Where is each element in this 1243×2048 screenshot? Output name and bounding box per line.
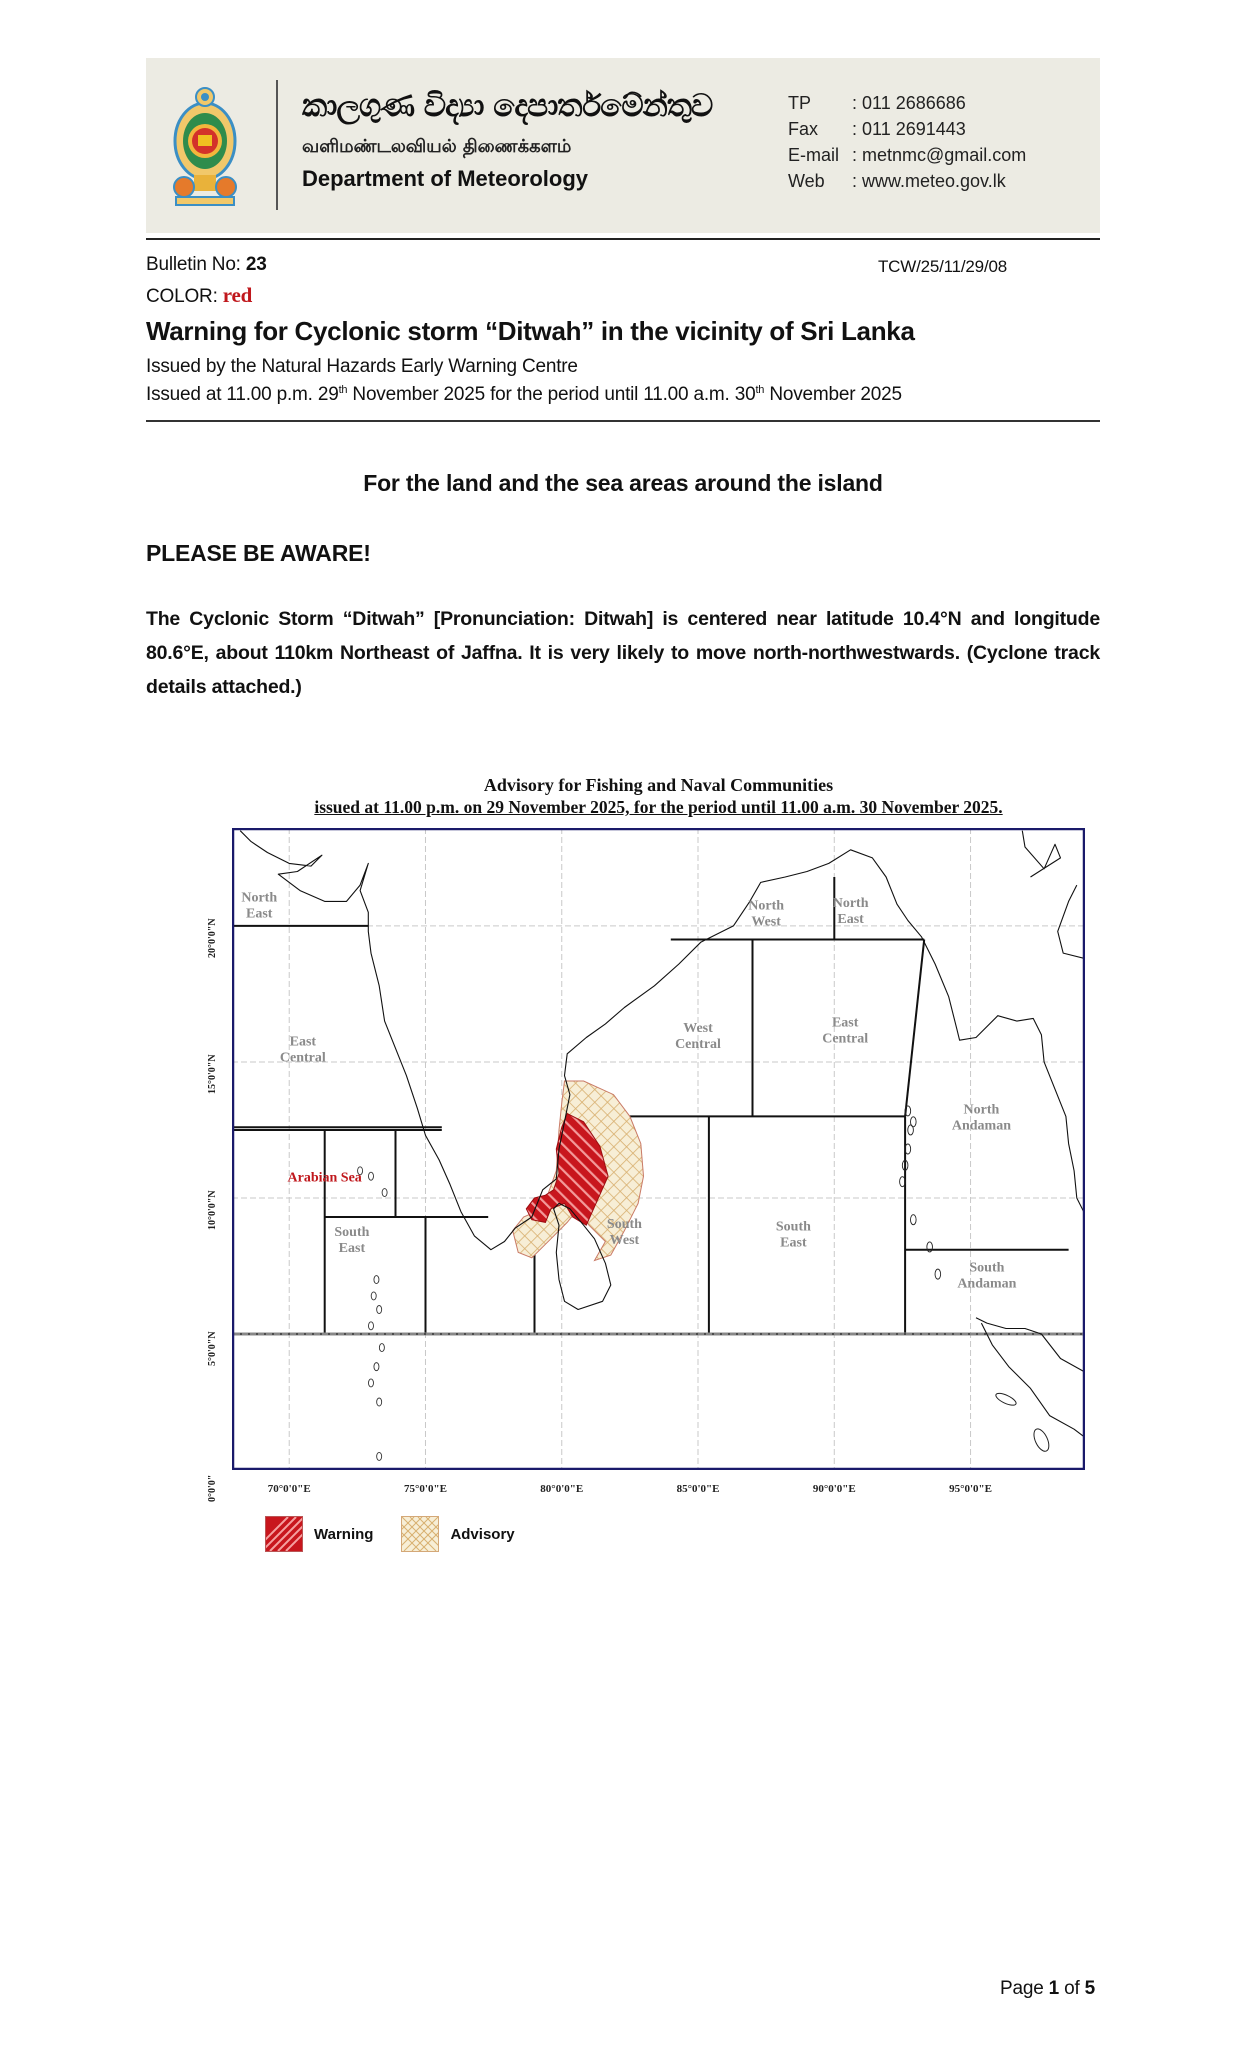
region-label <box>952 1103 1011 1134</box>
email-link[interactable]: : metnmc@gmail.com <box>852 145 1027 165</box>
region-label <box>607 1217 642 1248</box>
issued-by: Issued by the Natural Hazards Early Warning Centre <box>146 356 578 377</box>
issued-at <box>146 384 902 406</box>
region-labels <box>241 890 1016 1291</box>
coast-myanmar <box>1022 831 1060 877</box>
x-tick-label: 80°0'0"E <box>540 1483 584 1495</box>
island <box>377 1398 382 1406</box>
region-label <box>957 1260 1016 1291</box>
region-label-line: North <box>832 895 869 911</box>
map-title: Advisory for Fishing and Naval Communities <box>483 775 834 795</box>
contact-fax <box>788 116 1026 142</box>
color-value: red <box>222 283 253 307</box>
y-tick-label: 0°0'0" <box>207 1474 218 1502</box>
region-label <box>833 896 869 927</box>
y-tick-label: 10°0'0"N <box>207 1190 218 1230</box>
island <box>382 1189 387 1197</box>
letterhead-divider <box>276 80 278 210</box>
graticule <box>232 828 1085 1470</box>
bulletin-color <box>146 283 252 308</box>
island <box>374 1363 379 1371</box>
contact-web <box>788 168 1026 194</box>
coast-thailand <box>1058 885 1085 959</box>
island <box>379 1344 384 1352</box>
header-rule <box>146 238 1100 240</box>
contact-label: Fax <box>788 119 819 139</box>
letterhead <box>146 58 1100 233</box>
sri-lanka-emblem-logo <box>172 83 238 209</box>
contact-label: E-mail <box>788 145 840 165</box>
region-label-line: East <box>289 1034 317 1050</box>
map-legend <box>265 1516 543 1552</box>
storm-description: The Cyclonic Storm “Ditwah” [Pronunciation: Ditwah] is centered near latitude 10.4°N and longitude 80.6°E, about 110km Northeast of Jaffna. It is very likely to move north-northwestwards. (Cyclone track details attached.) <box>146 608 1100 698</box>
region-label-line: West <box>751 914 781 930</box>
island <box>371 1292 376 1300</box>
issued-at-text: November 2025 <box>764 384 902 405</box>
website-link[interactable]: : www.meteo.gov.lk <box>852 171 1006 191</box>
island <box>935 1269 941 1279</box>
island-simeulue <box>994 1391 1017 1408</box>
region-label <box>822 1016 868 1047</box>
legend-label-advisory: Advisory <box>450 1525 515 1543</box>
y-tick-label: 15°0'0"N <box>207 1054 218 1094</box>
department-name-english: Department of Meteorology <box>302 166 589 191</box>
region-label-line: Andaman <box>957 1276 1017 1292</box>
contact-info <box>788 90 1026 194</box>
bulletin-number <box>146 254 267 276</box>
island <box>377 1306 382 1314</box>
page-of: of <box>1059 1978 1085 1999</box>
region-label-line: East <box>831 1015 859 1031</box>
alert-heading: PLEASE BE AWARE! <box>146 540 371 566</box>
island <box>368 1322 373 1330</box>
region-label-line: West <box>609 1232 640 1248</box>
page-number <box>1000 1978 1095 2000</box>
region-label-line: North <box>241 890 278 906</box>
region-label-line: East <box>837 911 864 927</box>
island <box>368 1172 373 1180</box>
contact-phone <box>788 90 1026 116</box>
contact-email <box>788 142 1026 168</box>
region-label-line: South <box>775 1219 811 1235</box>
ordinal-suffix: th <box>338 384 348 396</box>
region-label-line: Arabian Sea <box>287 1170 362 1186</box>
section-rule <box>146 420 1100 422</box>
legend-swatch-warning <box>265 1516 303 1552</box>
contact-value: : 011 2686686 <box>852 93 966 113</box>
issued-at-text: November 2025 for the period until 11.00 a.m. 30 <box>347 384 756 405</box>
map-subtitle: issued at 11.00 p.m. on 29 November 2025, for the period until 11.00 a.m. 30 November 2025. <box>314 797 1003 817</box>
department-name-tamil: வளிமண்டலவியல் திணைக்களம் <box>302 136 572 157</box>
island <box>911 1117 917 1127</box>
ordinal-suffix: th <box>755 384 765 396</box>
island <box>377 1452 382 1460</box>
region-label <box>241 890 277 921</box>
color-label: COLOR: <box>146 286 223 307</box>
region-label <box>334 1225 369 1256</box>
page-current: 1 <box>1048 1978 1060 1999</box>
region-label-line: Central <box>822 1031 869 1047</box>
region-label-line: North <box>963 1102 1000 1118</box>
island <box>374 1276 379 1284</box>
contact-label: Web <box>788 171 825 191</box>
x-tick-label: 85°0'0"E <box>676 1483 720 1495</box>
region-label-line: East <box>246 906 273 922</box>
x-tick-label: 90°0'0"E <box>812 1483 856 1495</box>
region-label-line: East <box>780 1235 807 1251</box>
zone-boundaries <box>232 877 1085 1334</box>
region-label-line: Andaman <box>951 1118 1012 1134</box>
section-subheading: For the land and the sea areas around the island <box>363 470 883 496</box>
coast-india <box>240 831 1085 1250</box>
issued-at-text: Issued at 11.00 p.m. 29 <box>146 384 339 405</box>
island-nias <box>1031 1427 1052 1454</box>
region-label <box>280 1035 326 1066</box>
region-label <box>748 899 784 930</box>
bulletin-reference: TCW/25/11/29/08 <box>878 257 1007 276</box>
y-tick-label: 20°0'0"N <box>207 918 218 958</box>
legend-label-warning: Warning <box>314 1525 374 1543</box>
region-label-line: West <box>683 1021 713 1037</box>
region-label-line: South <box>969 1260 1005 1276</box>
contact-label: TP <box>788 93 812 113</box>
region-label-line: South <box>606 1216 642 1232</box>
region-label-line: South <box>334 1225 370 1241</box>
advisory-map <box>232 828 1085 1470</box>
page-prefix: Page <box>1000 1978 1049 1999</box>
region-label-line: Central <box>675 1037 721 1053</box>
bulletin-label: Bulletin No: <box>146 254 246 275</box>
page-total: 5 <box>1084 1978 1096 1999</box>
island <box>911 1215 917 1225</box>
bulletin-number-value: 23 <box>245 254 267 275</box>
y-tick-label: 5°0'0"N <box>207 1331 218 1366</box>
region-label <box>675 1021 721 1052</box>
page-title: Warning for Cyclonic storm “Ditwah” in the vicinity of Sri Lanka <box>146 316 915 346</box>
region-label-line: East <box>338 1241 366 1257</box>
coast-sumatra-west <box>981 1323 1085 1437</box>
region-label <box>288 1171 362 1186</box>
legend-swatch-advisory <box>401 1516 439 1552</box>
x-tick-label: 70°0'0"E <box>267 1483 311 1495</box>
region-label-line: Central <box>279 1050 326 1066</box>
department-name-sinhala: කාලගුණ විද්‍යා දෙපාර්තමේන්තුව <box>302 88 713 124</box>
region-label <box>776 1220 811 1251</box>
x-tick-label: 75°0'0"E <box>404 1483 447 1495</box>
x-tick-label: 95°0'0"E <box>949 1483 992 1495</box>
island <box>368 1379 373 1387</box>
contact-value: : 011 2691443 <box>852 119 966 139</box>
zone-boundary <box>905 940 924 1117</box>
region-label-line: North <box>748 898 785 914</box>
